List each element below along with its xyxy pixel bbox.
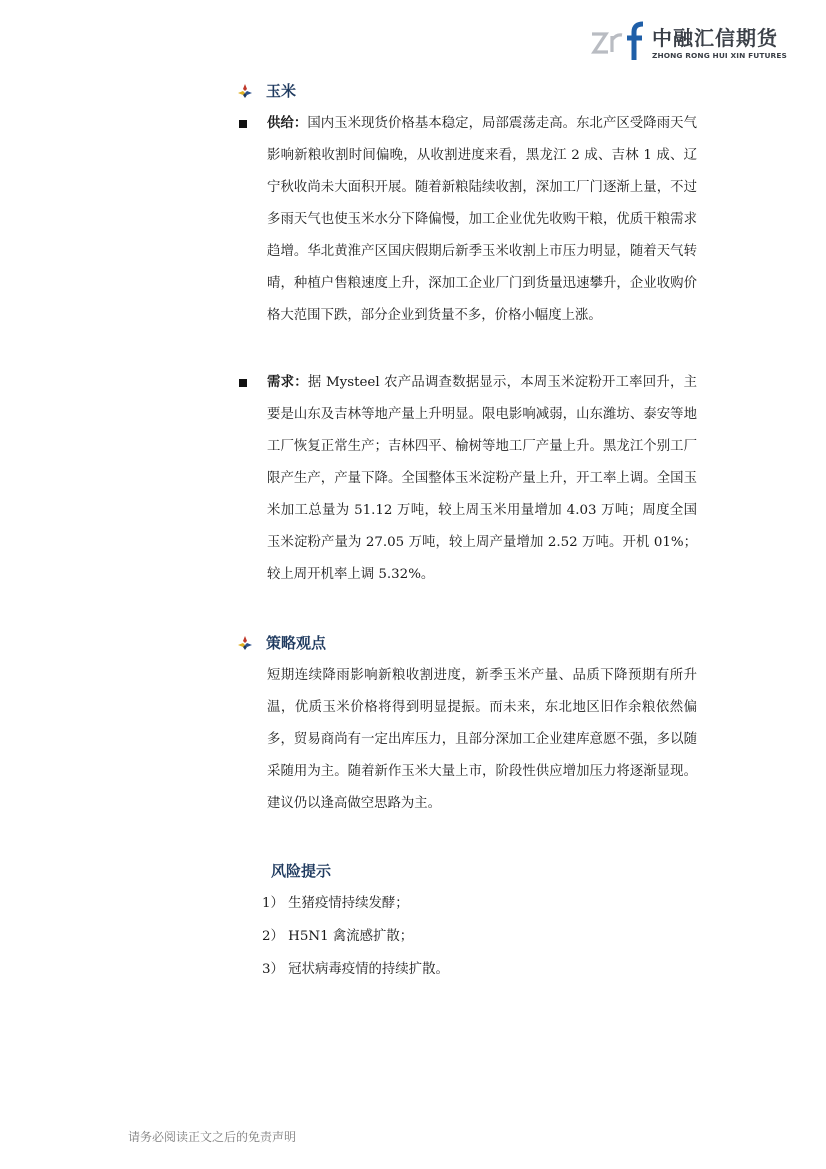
bullet-square-icon — [239, 379, 247, 387]
section-title-risk: 风险提示 — [271, 862, 332, 880]
risk-item: 3） 冠状病毒疫情的持续扩散。 — [262, 962, 449, 977]
zrf-logo-icon — [590, 20, 648, 64]
demand-label: 需求： — [267, 375, 308, 390]
diamond-arrow-icon — [238, 636, 252, 650]
diamond-arrow-icon — [238, 84, 252, 98]
supply-paragraph — [267, 108, 697, 332]
company-logo — [590, 20, 787, 64]
risk-item: 1） 生猪疫情持续发酵； — [262, 896, 409, 911]
footer-disclaimer: 请务必阅读正文之后的免责声明 — [128, 1130, 297, 1144]
bullet-square-icon — [239, 120, 247, 128]
demand-text: 据 Mysteel 农产品调查数据显示，本周玉米淀粉开工率回升，主要是山东及吉林等地产量上升明显。限电影响减弱，山东潍坊、泰安等地工厂恢复正常生产；吉林四平、榆树等地工厂产量上升。黑龙江个别工厂限产生产，产量下降。全国整体玉米淀粉产量上升，开工率上调。全国玉米加工总量为 51.12 万吨，较上周玉米用量增加 4.03 万吨；周度全国玉米淀粉产量为 27.05 万吨，较上周产量增加 2.52 万吨。开机 01%；较上周开机率上调 5.32%。 — [267, 375, 698, 582]
logo-english-name: ZHONG RONG HUI XIN FUTURES — [652, 51, 787, 60]
demand-paragraph — [267, 367, 697, 591]
section-title-corn: 玉米 — [266, 82, 297, 100]
strategy-paragraph: 短期连续降雨影响新粮收割进度，新季玉米产量、品质下降预期有所升温，优质玉米价格将得到明显提振。而未来，东北地区旧作余粮依然偏多，贸易商尚有一定出库压力，且部分深加工企业建库意愿不强，多以随采随用为主。随着新作玉米大量上市，阶段性供应增加压力将逐渐显现。建议仍以逢高做空思路为主。 — [267, 668, 697, 811]
supply-text: 国内玉米现货价格基本稳定，局部震荡走高。东北产区受降雨天气影响新粮收割时间偏晚，从收割进度来看，黑龙江 2 成、吉林 1 成、辽宁秋收尚未大面积开展。随着新粮陆续收割，深加工厂门逐渐上量，不过多雨天气也使玉米水分下降偏慢，加工企业优先收购干粮，优质干粮需求趋增。华北黄淮产区国庆假期后新季玉米收割上市压力明显，随着天气转晴，种植户售粮速度上升，深加工企业厂门到货量迅速攀升，企业收购价格大范围下跌，部分企业到货量不多，价格小幅度上涨。 — [267, 116, 698, 323]
logo-chinese-name: 中融汇信期货 — [652, 26, 778, 50]
risk-item: 2） H5N1 禽流感扩散； — [262, 929, 414, 944]
section-title-strategy: 策略观点 — [266, 634, 327, 652]
supply-label: 供给： — [267, 116, 308, 131]
